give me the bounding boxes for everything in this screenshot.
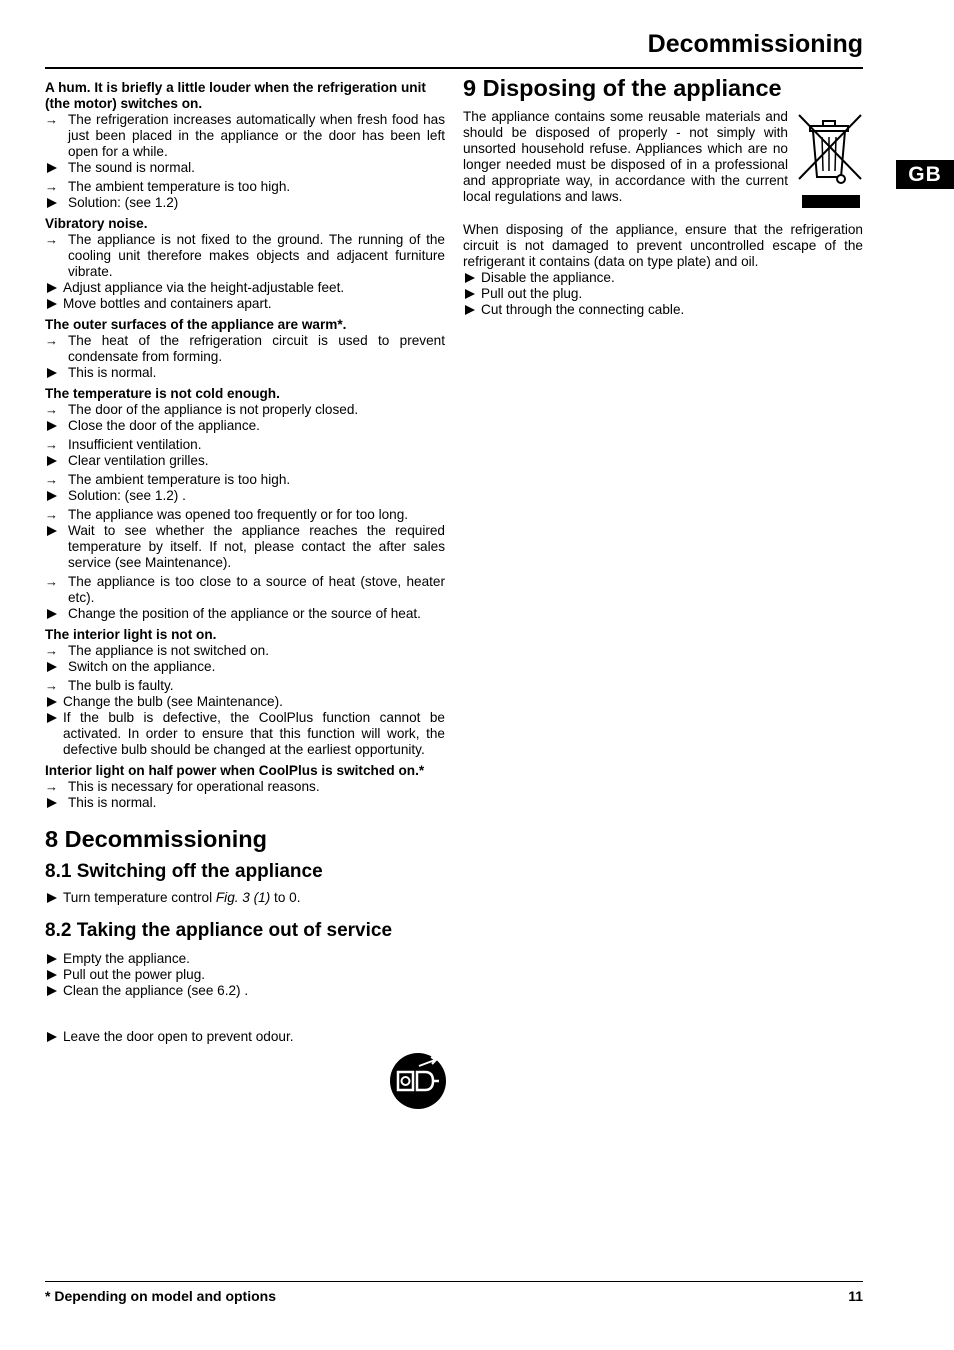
triangle-bullet-icon bbox=[47, 954, 57, 964]
disposal-paragraph: The appliance contains some reusable materials and should be disposed of properly - not simply with unsorted household refuse. Appliances which are no longer needed must be disposed of in a professional and appropriate way, in accordance with the current local regulations and laws. bbox=[463, 109, 788, 204]
list-item-text: Change the position of the appliance or the source of heat. bbox=[68, 606, 421, 621]
triangle-bullet-icon bbox=[47, 283, 57, 293]
triangle-bullet-icon bbox=[47, 456, 57, 466]
list-item: Turn temperature control Fig. 3 (1) to 0. bbox=[45, 890, 445, 906]
list-item-text: The door of the appliance is not properly closed. bbox=[68, 402, 359, 417]
triangle-bullet-icon bbox=[465, 305, 475, 315]
arrow-bullet-icon: → bbox=[45, 678, 58, 693]
list-item bbox=[45, 967, 445, 983]
list-item bbox=[463, 270, 863, 286]
fault-title: The temperature is not cold enough. bbox=[45, 386, 280, 401]
list-item-text: Close the door of the appliance. bbox=[68, 418, 260, 433]
list-item-text: The appliance is not fixed to the ground. The running of the cooling unit therefore makes objects and adjacent furniture vibrate. bbox=[68, 232, 445, 279]
arrow-bullet-icon: → bbox=[45, 112, 58, 127]
triangle-bullet-icon bbox=[47, 662, 57, 672]
list-item-text: This is normal. bbox=[68, 365, 157, 380]
list-item bbox=[463, 302, 863, 318]
triangle-bullet-icon bbox=[47, 609, 57, 619]
fault-block bbox=[45, 763, 445, 811]
triangle-bullet-icon bbox=[47, 198, 57, 208]
triangle-bullet-icon bbox=[465, 273, 475, 283]
list-item bbox=[45, 574, 445, 606]
triangle-bullet-icon bbox=[47, 421, 57, 431]
left-column bbox=[45, 80, 445, 1045]
page-number: 11 bbox=[848, 1288, 863, 1304]
section-8-2-list bbox=[45, 951, 445, 999]
list-item-text: If the bulb is defective, the CoolPlus function cannot be activated. In order to ensure that this function will work, the defective bulb should be changed at the earliest opportunity. bbox=[63, 710, 445, 757]
section-8 bbox=[45, 826, 445, 1045]
list-item-text: This is normal. bbox=[68, 795, 157, 810]
list-item bbox=[45, 453, 445, 469]
list-item bbox=[45, 507, 445, 523]
triangle-bullet-icon bbox=[47, 491, 57, 501]
triangle-bullet-icon bbox=[47, 697, 57, 707]
section-8-2-title: 8.2 Taking the appliance out of service bbox=[45, 920, 393, 941]
list-item: Leave the door open to prevent odour. bbox=[45, 1029, 445, 1045]
triangle-bullet-icon bbox=[47, 893, 57, 903]
section-8-title: 8 Decommissioning bbox=[45, 826, 267, 852]
list-item-text: Solution: (see 1.2) bbox=[68, 195, 179, 210]
arrow-bullet-icon: → bbox=[45, 333, 58, 348]
list-item bbox=[45, 418, 445, 434]
list-item-text: Move bottles and containers apart. bbox=[63, 296, 272, 311]
list-item-text: The refrigeration increases automatically when fresh food has just been placed in the appliance or the door has been left open for a while. bbox=[68, 112, 445, 159]
list-item bbox=[45, 112, 445, 160]
list-item bbox=[45, 983, 445, 999]
list-item bbox=[45, 195, 445, 211]
arrow-bullet-icon: → bbox=[45, 507, 58, 522]
troubleshooting-list bbox=[45, 80, 445, 811]
fault-block bbox=[45, 317, 445, 381]
fault-title: A hum. It is briefly a little louder when the refrigeration unit (the motor) switches on. bbox=[45, 80, 426, 111]
fault-title: The outer surfaces of the appliance are warm*. bbox=[45, 317, 347, 332]
triangle-bullet-icon bbox=[47, 526, 57, 536]
refrigerant-paragraph: When disposing of the appliance, ensure that the refrigeration circuit is not damaged to prevent uncontrolled escape of the refrigerant it contains (data on type plate) and oil. bbox=[463, 222, 863, 269]
list-item bbox=[45, 232, 445, 280]
triangle-bullet-icon bbox=[47, 970, 57, 980]
arrow-bullet-icon: → bbox=[45, 179, 58, 194]
list-item bbox=[463, 286, 863, 302]
arrow-bullet-icon: → bbox=[45, 437, 58, 452]
figure-reference: Fig. 3 (1) bbox=[215, 890, 271, 905]
list-item-text: The appliance was opened too frequently or for too long. bbox=[68, 507, 409, 522]
triangle-bullet-icon bbox=[47, 798, 57, 808]
list-item bbox=[45, 606, 445, 622]
arrow-bullet-icon: → bbox=[45, 232, 58, 247]
list-item bbox=[45, 296, 445, 312]
list-item bbox=[45, 472, 445, 488]
fault-block bbox=[45, 627, 445, 758]
arrow-bullet-icon: → bbox=[45, 779, 58, 794]
list-item bbox=[45, 179, 445, 195]
list-item-text: Insufficient ventilation. bbox=[68, 437, 202, 452]
footer-note: * Depending on model and options bbox=[45, 1288, 276, 1304]
list-item bbox=[45, 437, 445, 453]
list-item-text: The ambient temperature is too high. bbox=[68, 179, 291, 194]
list-item-text: Pull out the power plug. bbox=[63, 967, 206, 982]
list-item-text: The bulb is faulty. bbox=[68, 678, 174, 693]
triangle-bullet-icon bbox=[47, 163, 57, 173]
fault-title: Interior light on half power when CoolPlus is switched on.* bbox=[45, 763, 425, 778]
list-item-text: Adjust appliance via the height-adjustable feet. bbox=[63, 280, 345, 295]
list-item-text: This is necessary for operational reasons. bbox=[68, 779, 320, 794]
list-item-text: Change the bulb (see Maintenance). bbox=[63, 694, 283, 709]
unplug-icon bbox=[389, 1052, 447, 1110]
fault-block bbox=[45, 216, 445, 312]
list-item bbox=[45, 643, 445, 659]
list-item bbox=[45, 333, 445, 365]
section-8-1-title: 8.1 Switching off the appliance bbox=[45, 861, 323, 882]
arrow-bullet-icon: → bbox=[45, 643, 58, 658]
list-item bbox=[45, 488, 445, 504]
list-item-text: Switch on the appliance. bbox=[68, 659, 216, 674]
list-item-text: Pull out the plug. bbox=[481, 286, 583, 301]
list-item bbox=[45, 710, 445, 758]
list-item-text: The sound is normal. bbox=[68, 160, 195, 175]
fault-title: Vibratory noise. bbox=[45, 216, 148, 231]
right-column bbox=[463, 75, 863, 318]
list-item bbox=[45, 678, 445, 694]
crossed-out-wheelie-bin-icon bbox=[797, 109, 865, 209]
page-header bbox=[45, 28, 863, 69]
list-item-text: The ambient temperature is too high. bbox=[68, 472, 291, 487]
triangle-bullet-icon bbox=[47, 986, 57, 996]
list-item-text: Disable the appliance. bbox=[481, 270, 615, 285]
list-item bbox=[45, 160, 445, 176]
list-item bbox=[45, 523, 445, 571]
list-item-text: Clean the appliance (see 6.2) . bbox=[63, 983, 249, 998]
footer-rule bbox=[45, 1281, 863, 1282]
list-item-text: Cut through the connecting cable. bbox=[481, 302, 685, 317]
list-item-text: The appliance is not switched on. bbox=[68, 643, 270, 658]
triangle-bullet-icon bbox=[47, 368, 57, 378]
list-item bbox=[45, 402, 445, 418]
section-9-title: 9 Disposing of the appliance bbox=[463, 75, 782, 101]
fault-block bbox=[45, 386, 445, 622]
list-item-text: The appliance is too close to a source of heat (stove, heater etc). bbox=[68, 574, 445, 605]
list-item bbox=[45, 779, 445, 795]
list-item-text: Wait to see whether the appliance reaches the required temperature by itself. If not, please contact the after sales service (see Maintenance). bbox=[68, 523, 445, 570]
fault-title: The interior light is not on. bbox=[45, 627, 217, 642]
list-item-text: Empty the appliance. bbox=[63, 951, 190, 966]
list-item bbox=[45, 280, 445, 296]
arrow-bullet-icon: → bbox=[45, 574, 58, 589]
triangle-bullet-icon bbox=[47, 713, 57, 723]
triangle-bullet-icon bbox=[47, 299, 57, 309]
arrow-bullet-icon: → bbox=[45, 472, 58, 487]
list-item bbox=[45, 365, 445, 381]
language-tab: GB bbox=[896, 160, 954, 189]
triangle-bullet-icon bbox=[47, 1032, 57, 1042]
disposal-steps bbox=[463, 270, 863, 318]
arrow-bullet-icon: → bbox=[45, 402, 58, 417]
list-item-text: Clear ventilation grilles. bbox=[68, 453, 209, 468]
list-item-text: The heat of the refrigeration circuit is used to prevent condensate from forming. bbox=[68, 333, 445, 364]
triangle-bullet-icon bbox=[465, 289, 475, 299]
fault-block bbox=[45, 80, 445, 211]
list-item bbox=[45, 795, 445, 811]
list-item bbox=[45, 951, 445, 967]
header-title: Decommissioning bbox=[647, 30, 863, 58]
list-item-text: Solution: (see 1.2) . bbox=[68, 488, 186, 503]
list-item bbox=[45, 659, 445, 675]
list-item bbox=[45, 694, 445, 710]
